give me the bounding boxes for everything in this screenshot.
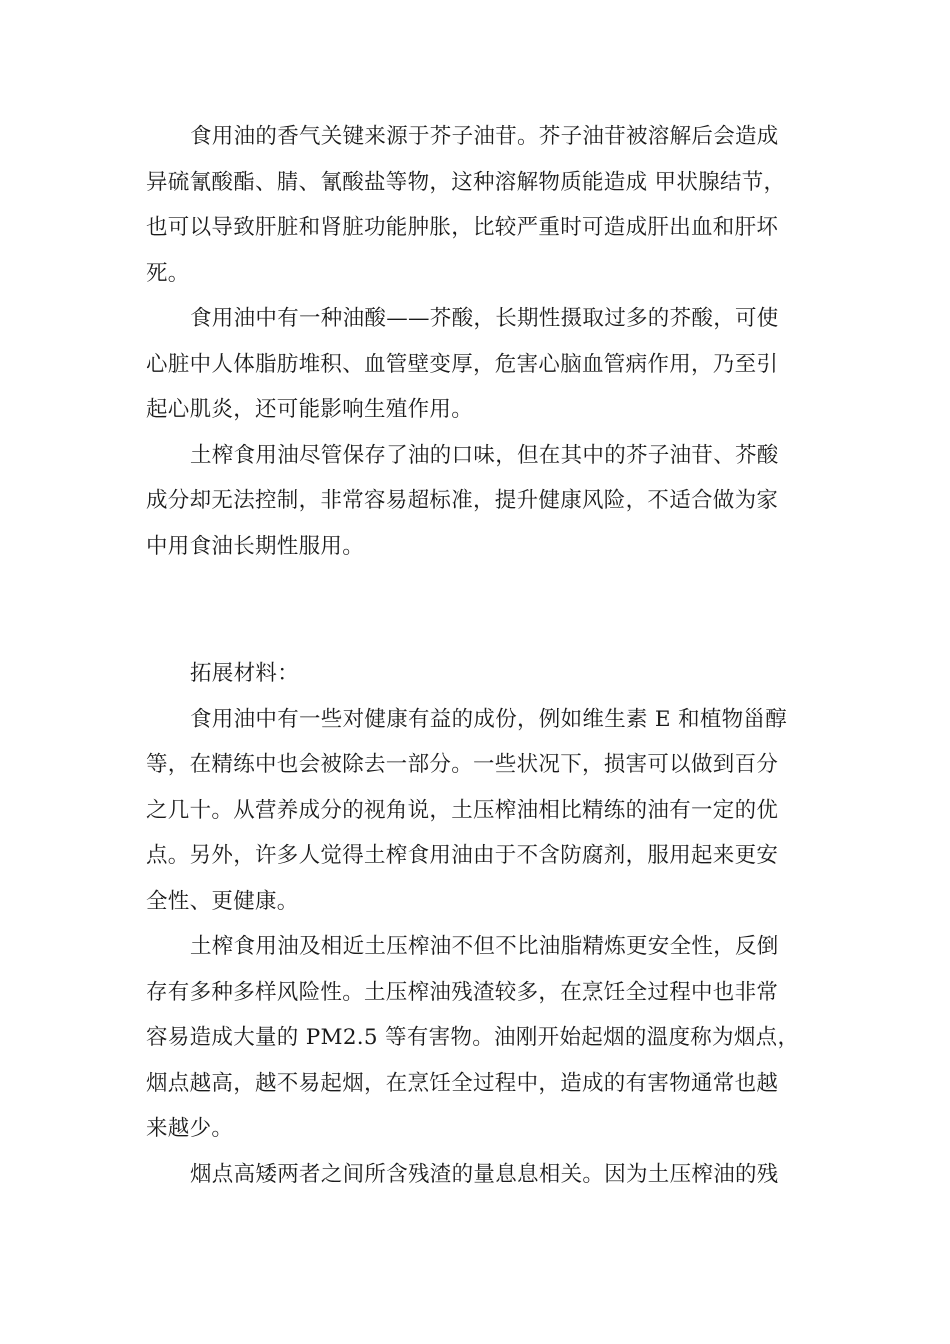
paragraph-4-line-5: 全性、更健康。 — [146, 889, 299, 914]
paragraph-4-line-2: 等，在精练中也会被除去一部分。一些状况下，损害可以做到百分 — [146, 752, 779, 777]
paragraph-5-line-1: 土榨食用油及相近土压榨油不但不比油脂精炼更安全性，反倒 — [190, 934, 779, 959]
paragraph-5-line-3: 容易造成大量的 PM2.5 等有害物。油刚开始起烟的溫度称为烟点， — [146, 1025, 800, 1050]
paragraph-5-line-4: 烟点越高，越不易起烟，在烹饪全过程中，造成的有害物通常也越 — [146, 1071, 779, 1096]
paragraph-6-line-1: 烟点高矮两者之间所含残渣的量息息相关。因为土压榨油的残 — [190, 1162, 779, 1187]
paragraph-5-line-5: 来越少。 — [146, 1116, 234, 1141]
paragraph-3-line-3: 中用食油长期性服用。 — [146, 534, 365, 559]
paragraph-1-line-2: 异硫氰酸酯、腈、氰酸盐等物，这种溶解物质能造成 甲状腺结节， — [146, 170, 786, 195]
paragraph-4-line-3: 之几十。从营养成分的视角说，土压榨油相比精练的油有一定的优 — [146, 798, 779, 823]
paragraph-2-line-3: 起心肌炎，还可能影响生殖作用。 — [146, 397, 474, 422]
paragraph-2-line-2: 心脏中人体脂肪堆积、血管壁变厚，危害心脑血管病作用，乃至引 — [146, 352, 779, 377]
paragraph-4-line-1: 食用油中有一些对健康有益的成份，例如维生素 E 和植物甾醇 — [190, 707, 788, 732]
paragraph-1-line-3: 也可以导致肝脏和肾脏功能肿胀，比较严重时可造成肝出血和肝坏 — [146, 215, 779, 240]
paragraph-4-line-4: 点。另外，许多人觉得土榨食用油由于不含防腐剂，服用起来更安 — [146, 843, 779, 868]
paragraph-3-line-1: 土榨食用油尽管保存了油的口味，但在其中的芥子油苷、芥酸 — [190, 443, 779, 468]
paragraph-3-line-2: 成分却无法控制，非常容易超标准，提升健康风险，不适合做为家 — [146, 488, 779, 513]
paragraph-5-line-2: 存有多种多样风险性。土压榨油残渣较多，在烹饪全过程中也非常 — [146, 980, 779, 1005]
section-heading: 拓展材料： — [190, 661, 300, 686]
paragraph-1-line-1: 食用油的香气关键来源于芥子油苷。芥子油苷被溶解后会造成 — [190, 124, 779, 149]
paragraph-1-line-4: 死。 — [146, 261, 190, 286]
paragraph-2-line-1: 食用油中有一种油酸——芥酸，长期性摄取过多的芥酸，可使 — [190, 306, 779, 331]
